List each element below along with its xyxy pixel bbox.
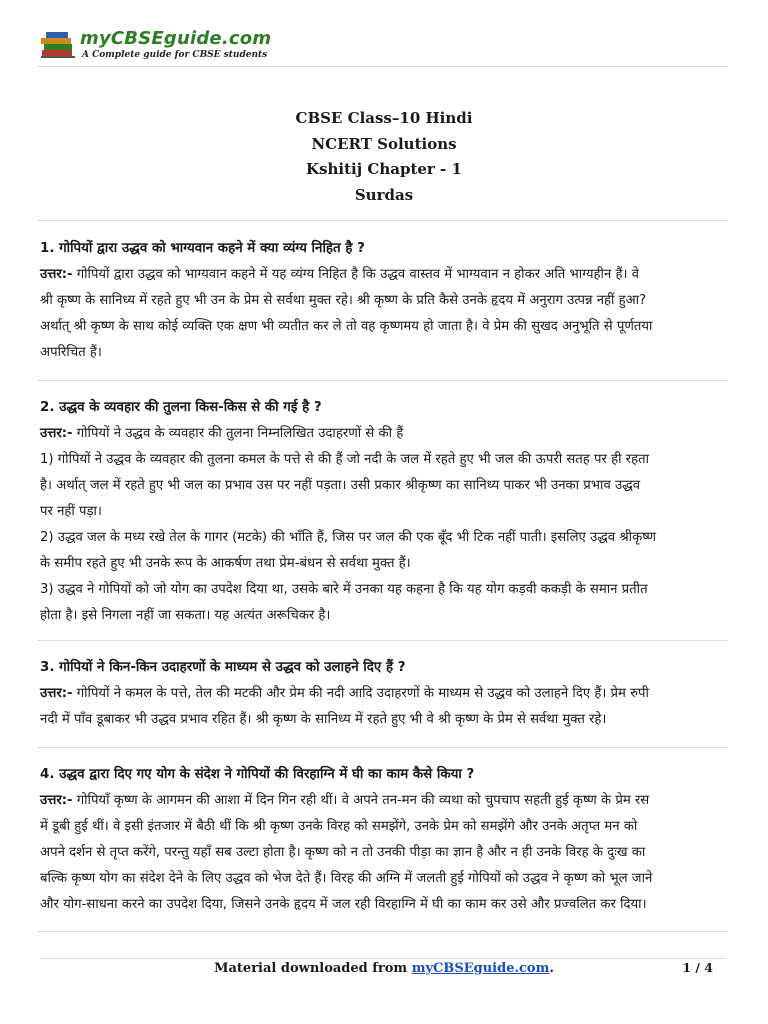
section-divider	[38, 747, 728, 748]
answer-line: 1) गोपियों ने उद्धव के व्यवहार की तुलना कमल के पत्ते से की हैं जो नदी के जल में रहते हुए भी जल की ऊपरी सतह पर ही रहता	[40, 452, 650, 467]
footer-suffix: .	[549, 961, 554, 976]
question-block-2	[40, 395, 726, 629]
question-block-4	[40, 762, 726, 918]
answer-line	[40, 421, 726, 447]
logo-title: myCBSEguide.com	[80, 28, 272, 49]
title-poet: Surdas	[354, 185, 414, 204]
page-footer	[0, 961, 768, 976]
answer-line: नदी में पाँव डूबाकर भी उद्धव प्रभाव रहित हैं। श्री कृष्ण के सानिध्य में रहते हुए भी वे श्री कृष्ण के प्रेम से सर्वथा मुक्त रहे।	[40, 712, 607, 727]
page-header	[38, 22, 728, 64]
header-divider	[38, 66, 728, 67]
footer-divider	[40, 958, 726, 959]
answer-line: अपरिचित हैं।	[40, 345, 102, 360]
answer-line: बल्कि कृष्ण योग का संदेश देने के लिए उद्धव को भेज देते हैं। विरह की अग्नि में जलती हुई गोपियों को उद्धव ने कृष्ण को भूल जाने	[40, 871, 653, 886]
logo-tagline: A Complete guide for CBSE students	[82, 50, 268, 60]
answer-line: पर नहीं पड़ा।	[40, 504, 102, 519]
answer-text: गोपियों ने कमल के पत्ते, तेल की मटकी और प्रेम की नदी आदि उदाहरणों के माध्यम से उद्धव को उलाहने दिए हैं। प्रेम रुपी	[76, 686, 649, 701]
answer-label: उत्तर:-	[40, 426, 73, 441]
question-block-1	[40, 236, 726, 366]
answer-label: उत्तर:-	[40, 793, 73, 808]
answer-label: उत्तर:-	[40, 686, 73, 701]
title-class: CBSE Class–10 Hindi	[295, 109, 473, 127]
answer-line: के समीप रहते हुए भी उनके रूप के आकर्षण तथा प्रेम-बंधन से सर्वथा मुक्त हैं।	[40, 556, 411, 571]
answer-line	[40, 262, 726, 288]
books-logo-icon	[38, 28, 78, 60]
answer-label: उत्तर:-	[40, 267, 73, 282]
footer-link[interactable]: myCBSEguide.com	[411, 961, 550, 976]
answer-text: गोपियाँ कृष्ण के आगमन की आशा में दिन गिन रही थीं। वे अपने तन-मन की व्यथा को चुपचाप सहती हुई कृष्ण के प्रेम रस	[76, 793, 650, 808]
section-divider	[38, 640, 728, 641]
answer-line: में डूबी हुई थीं। वे इसी इंतजार में बैठी थीं कि श्री कृष्ण उनके विरह को समझेंगे, उनके प्रेम को समझेंगे और उनके अतृप्त मन को	[40, 819, 638, 834]
section-divider	[38, 931, 728, 932]
answer-line: 3) उद्धव ने गोपियों को जो योग का उपदेश दिया था, उसके बारे में उनका यह कहना है कि यह योग कड़वी ककड़ी के समान प्रतीत	[40, 582, 648, 597]
answer-line	[40, 681, 726, 707]
title-solutions: NCERT Solutions	[311, 134, 457, 153]
page-number: 1 / 4	[682, 960, 713, 975]
question-text: 4. उद्धव द्वारा दिए गए योग के संदेश ने गोपियों की विरहाग्नि में घी का काम कैसे किया ?	[40, 767, 475, 782]
footer-text: Material downloaded from	[214, 961, 412, 976]
answer-line	[40, 788, 726, 814]
title-chapter: Kshitij Chapter - 1	[306, 160, 462, 178]
section-divider	[38, 380, 728, 381]
answer-line: और योग-साधना करने का उपदेश दिया, जिसने उनके हृदय में जल रही विरहाग्नि में घी का काम कर उसे और प्रज्वलित कर दिया।	[40, 897, 647, 912]
question-text: 3. गोपियों ने किन-किन उदाहरणों के माध्यम से उद्धव को उलाहने दिए हैं ?	[40, 660, 406, 675]
question-text: 2. उद्धव के व्यवहार की तुलना किस-किस से की गई है ?	[40, 400, 322, 415]
answer-line: श्री कृष्ण के सानिध्य में रहते हुए भी उन के प्रेम से सर्वथा मुक्त रहे। श्री कृष्ण के प्रति कैसे उनके हृदय में अनुराग उत्पन्न नहीं हुआ?	[40, 293, 647, 308]
document-title-block	[0, 106, 768, 208]
answer-line: अपने दर्शन से तृप्त करेंगे, परन्तु यहाँ सब उल्टा होता है। कृष्ण को न तो उनकी पीड़ा का ज्ञान है और न ही उनके विरह के दुःख का	[40, 845, 646, 860]
answer-line: है। अर्थात् जल में रहते हुए भी जल का प्रभाव उस पर नहीं पड़ता। उसी प्रकार श्रीकृष्ण का सानिध्य पाकर भी उनका प्रभाव उद्धव	[40, 478, 641, 493]
section-divider	[38, 220, 728, 221]
site-logo[interactable]	[38, 26, 278, 62]
answer-text: गोपियों द्वारा उद्धव को भाग्यवान कहने में यह व्यंग्य निहित है कि उद्धव वास्तव में भाग्यवान न होकर अति भाग्यहीन हैं। वे	[76, 267, 639, 282]
answer-line: 2) उद्धव जल के मध्य रखे तेल के गागर (मटके) की भाँति हैं, जिस पर जल की एक बूँद भी टिक नहीं पाती। इसलिए उद्धव श्रीकृष्ण	[40, 530, 656, 545]
answer-line: अर्थात् श्री कृष्ण के साथ कोई व्यक्ति एक क्षण भी व्यतीत कर ले तो वह कृष्णमय हो जाता है। वे प्रेम की सुखद अनुभूति से पूर्णतया	[40, 319, 653, 334]
question-text: 1. गोपियों द्वारा उद्धव को भाग्यवान कहने में क्या व्यंग्य निहित है ?	[40, 241, 365, 256]
answer-line: होता है। इसे निगला नहीं जा सकता। यह अत्यंत अरूचिकर है।	[40, 608, 331, 623]
answer-text: गोपियों ने उद्धव के व्यवहार की तुलना निम्नलिखित उदाहरणों से की हैं	[76, 426, 404, 441]
question-block-3	[40, 655, 726, 733]
